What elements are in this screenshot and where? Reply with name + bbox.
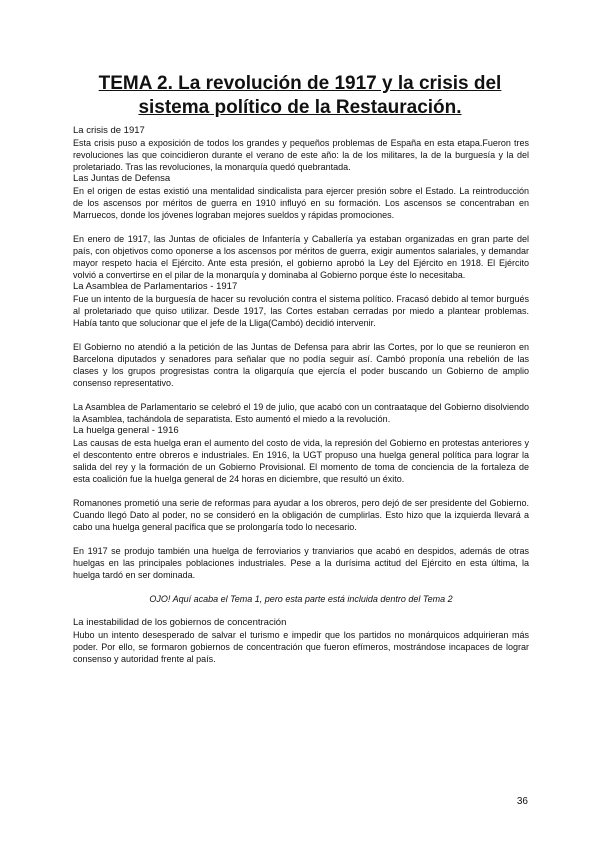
section-heading: Las Juntas de Defensa (73, 173, 171, 184)
paragraph: Hubo un intento desesperado de salvar el turismo e impedir que los partidos no monárquicos adquirieran más poder. Por ello, se formaron gobiernos de concentración que fueron efímeros, mostrándose incapaces de lograr consenso y autoridad frente al país. (73, 630, 529, 664)
section-heading: La crisis de 1917 (73, 125, 145, 136)
paragraph: En 1917 se produjo también una huelga de ferroviarios y tranviarios que acabó en despidos, además de otras huelgas en las principales poblaciones industriales. Pese a la durísima actitud del Ejército en esta última, la huelga tardó en ser dominada. (73, 546, 529, 580)
paragraph: En el origen de estas existió una mentalidad sindicalista para ejercer presión sobre el Estado. La reintroducción de los ascensos por méritos de guerra en 1910 influyó en su formación. Los ascensos se concentraban en Marruecos, donde los jóvenes lograban mejores sueldos y rápidas promociones. (73, 186, 529, 220)
page-title: TEMA 2. La revolución de 1917 y la crisis del sistema político de la Restauración. (98, 73, 502, 118)
paragraph: Romanones prometió una serie de reformas para ayudar a los obreros, pero dejó de ser presidente del Gobierno. Cuando llegó Dato al poder, no se consideró en la obligación de cumplirlas. Esto hizo que la izquierda llevará a cabo una huelga general pacífica que se prolongaría todo lo necesario. (73, 498, 529, 532)
paragraph: Las causas de esta huelga eran el aumento del costo de vida, la represión del Gobierno en protestas anteriores y el descontento entre obreros e industriales. En 1916, la UGT propuso una huelga general política para lograr la salida del rey y la formación de un Gobierno Provisional. El momento de toma de conciencia de la fortaleza de esta coalición fue la huelga general de 24 horas en diciembre, que resultó un éxito. (73, 438, 529, 484)
page-body (73, 125, 529, 665)
section-heading: La Asamblea de Parlamentarios - 1917 (73, 281, 238, 292)
paragraph: En enero de 1917, las Juntas de oficiales de Infantería y Caballería ya estaban organizadas en gran parte del país, con objetivos como oponerse a los ascensos por méritos de guerra, exigir aumentos salariales, y demandar mayor respeto hacia el Ejército. Ante esta presión, el gobierno aprobó la Ley del Ejército en 1918. El Ejército volvió a convertirse en el pilar de la monarquía y dominaba al Gobierno porque éste lo necesitaba. (73, 234, 529, 280)
note-text: OJO! Aquí acaba el Tema 1, pero esta parte está incluida dentro del Tema 2 (149, 594, 453, 604)
section-heading: La inestabilidad de los gobiernos de concentración (73, 617, 287, 628)
paragraph: Fue un intento de la burguesía de hacer su revolución contra el sistema político. Fracasó debido al temor burgués al proletariado que quiso utilizar. Desde 1917, las Cortes estaban cerradas por miedo a plantear problemas. Había tanto que solucionar que el jefe de la Lliga(Cambó) decidió intervenir. (73, 294, 529, 328)
page-number: 36 (516, 796, 528, 807)
paragraph: La Asamblea de Parlamentario se celebró el 19 de julio, que acabó con un contraataque del Gobierno disolviendo la Asamblea, tachándola de separatista. Esto aumentó el miedo a la revolución. (73, 402, 529, 424)
paragraph: Esta crisis puso a exposición de todos los grandes y pequeños problemas de España en esta etapa.Fueron tres revoluciones las que coincidieron durante el verano de este año: la de los militares, la de la burguesía y la del proletariado. Tras las revoluciones, la monarquía quedó quebrantada. (73, 138, 529, 172)
section-heading: La huelga general - 1916 (73, 425, 179, 436)
paragraph: El Gobierno no atendió a la petición de las Juntas de Defensa para abrir las Cortes, por lo que se reunieron en Barcelona diputados y senadores para señalar que no podía seguir así. Cambó proponía una rebelión de las clases y los grupos progresistas contra la oligarquía que ejercía el poder buscando un Gobierno de amplio consenso representativo. (73, 342, 529, 388)
